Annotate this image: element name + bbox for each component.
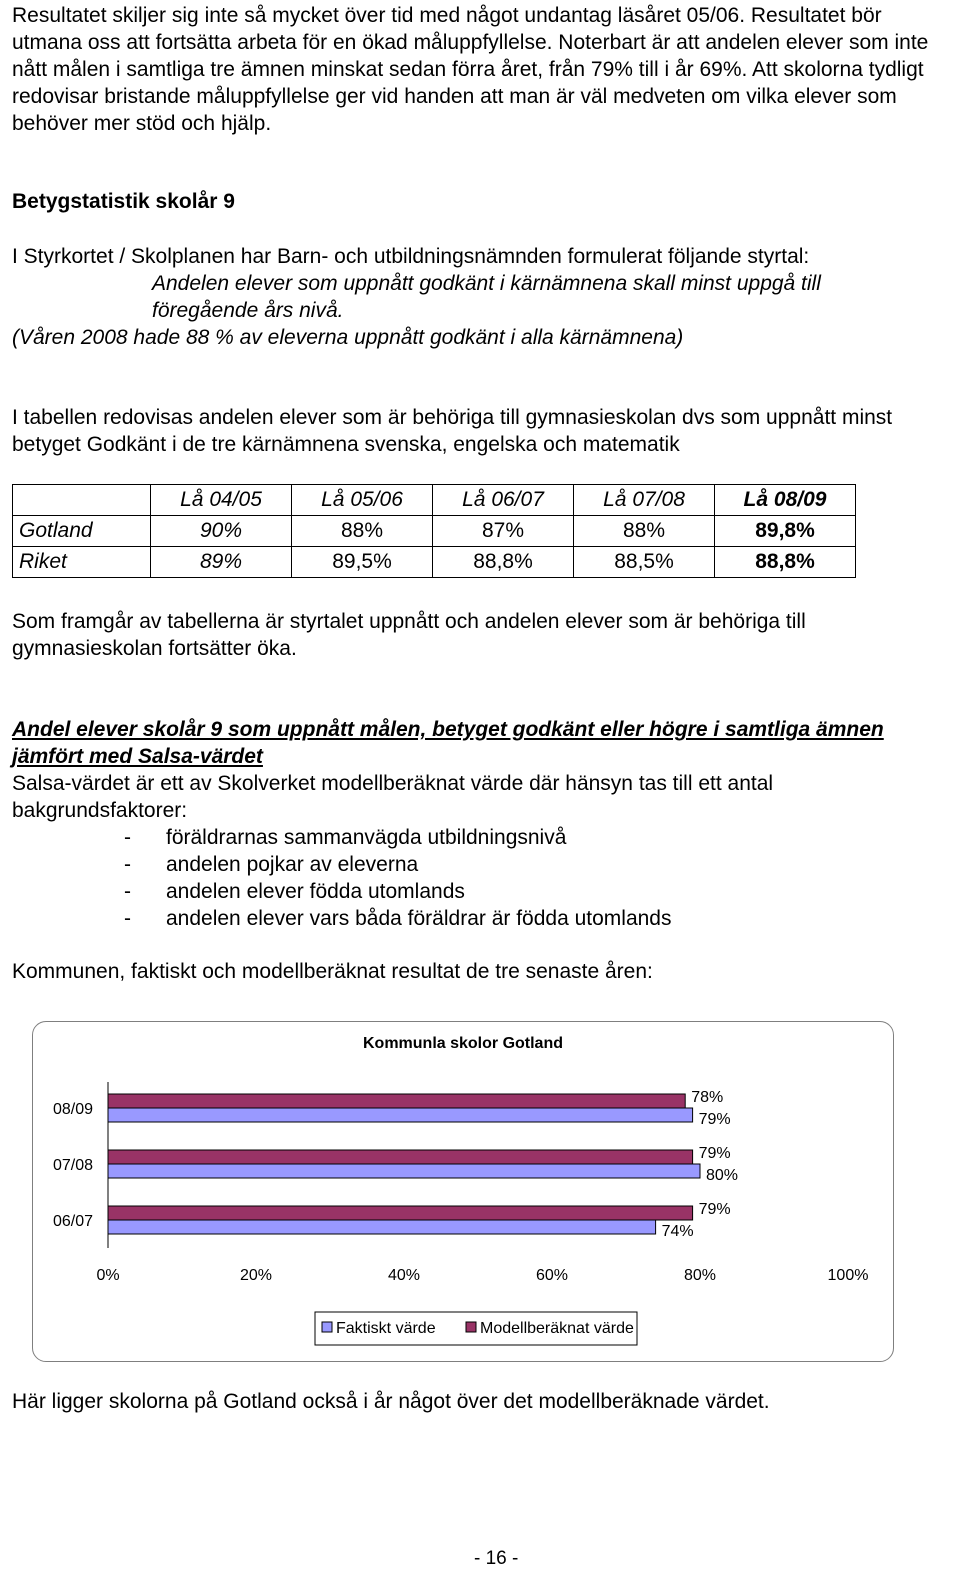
goal-intro-text: I Styrkortet / Skolplanen har Barn- och utbildningsnämnden formulerat följande styrtal:	[12, 245, 810, 268]
data-label: 74%	[661, 1223, 694, 1240]
table-header-cell: Lå 06/07	[433, 485, 574, 516]
page-number: - 16 -	[474, 1548, 519, 1569]
legend-swatch	[322, 1322, 332, 1332]
list-item-text: föräldrarnas sammanvägda utbildningsnivå	[166, 826, 567, 849]
intro-paragraph: Resultatet skiljer sig inte så mycket över tid med något undantag läsåret 05/06. Resultatet bör utmana oss att fortsätta arbeta för en ökad måluppfyllelse. Noterbart är att andelen elever som inte nått målen i samtliga tre ämnen minskat sedan förra året, från 79% till i år 69%. Att skolorna tydligt redovisar bristande måluppfyllelse ger vid handen att man är väl medveten om vilka elever som behöver mer stöd och hjälp.	[12, 4, 929, 135]
x-tick-label: 60%	[535, 1267, 569, 1284]
table-cell: 89%	[151, 547, 292, 578]
category-label: 08/09	[52, 1101, 94, 1118]
row-label-gotland: Gotland	[13, 516, 151, 547]
x-tick-label: 100%	[827, 1267, 869, 1284]
final-paragraph: Här ligger skolorna på Gotland också i år något över det modellberäknade värdet.	[12, 1390, 770, 1413]
data-label: 79%	[698, 1111, 731, 1128]
data-label: 79%	[698, 1145, 731, 1162]
table-cell: 90%	[151, 516, 292, 547]
list-item	[12, 824, 671, 851]
legend-label: Modellberäknat värde	[480, 1320, 634, 1337]
legend-swatch	[466, 1322, 476, 1332]
background-factors-list	[12, 824, 671, 932]
table-header-cell: Lå 08/09	[715, 485, 856, 516]
bar	[108, 1150, 693, 1164]
bar	[108, 1220, 656, 1234]
chart-title: Kommunla skolor Gotland	[362, 1035, 564, 1052]
list-dash: -	[124, 880, 131, 903]
bar-chart-frame	[32, 1021, 894, 1362]
data-label: 79%	[698, 1201, 731, 1218]
goal-note: (Våren 2008 hade 88 % av eleverna uppnått godkänt i alla kärnämnena)	[12, 326, 684, 349]
table-cell: 87%	[433, 516, 574, 547]
bar	[108, 1206, 693, 1220]
list-dash: -	[124, 853, 131, 876]
bar	[108, 1108, 693, 1122]
table-cell: 89,8%	[715, 516, 856, 547]
data-label: 80%	[706, 1167, 739, 1184]
table-cell: 88,8%	[715, 547, 856, 578]
list-item	[12, 905, 671, 932]
row-label-riket: Riket	[13, 547, 151, 578]
table-header-cell: Lå 05/06	[292, 485, 433, 516]
x-tick-label: 40%	[387, 1267, 421, 1284]
x-tick-label: 80%	[683, 1267, 717, 1284]
conclusion-paragraph: Som framgår av tabellerna är styrtalet uppnått och andelen elever som är behöriga till gymnasieskolan fortsätter öka.	[12, 610, 806, 660]
bar-chart	[33, 1022, 893, 1361]
list-item	[12, 878, 671, 905]
table-header-cell: Lå 07/08	[574, 485, 715, 516]
list-dash: -	[124, 907, 131, 930]
section-heading-betygstatistik: Betygstatistik skolår 9	[12, 190, 235, 213]
bar	[108, 1164, 700, 1178]
table-intro-text: I tabellen redovisas andelen elever som är behöriga till gymnasieskolan dvs som uppnått minst betyget Godkänt i de tre kärnämnena svenska, engelska och matematik	[12, 406, 893, 456]
table-cell: 88%	[574, 516, 715, 547]
data-label: 78%	[691, 1089, 724, 1106]
bar	[108, 1094, 685, 1108]
grade-statistics-table	[12, 484, 856, 578]
goal-quote: Andelen elever som uppnått godkänt i kärnämnena skall minst uppgå till föregående års nivå.	[152, 272, 821, 322]
legend-label: Faktiskt värde	[336, 1320, 436, 1337]
category-label: 06/07	[52, 1213, 94, 1230]
table-cell: 88,5%	[574, 547, 715, 578]
list-item-text: andelen pojkar av eleverna	[166, 853, 419, 876]
table-cell: 88,8%	[433, 547, 574, 578]
x-tick-label: 0%	[96, 1267, 120, 1284]
list-item	[12, 851, 671, 878]
table-row	[13, 547, 856, 578]
section-heading-salsa: Andel elever skolår 9 som uppnått målen, betyget godkänt eller högre i samtliga ämnen jämfört med Salsa-värdet	[12, 718, 884, 768]
category-label: 07/08	[52, 1157, 94, 1174]
table-header-row	[13, 485, 856, 516]
list-item-text: andelen elever födda utomlands	[166, 880, 465, 903]
list-dash: -	[124, 826, 131, 849]
x-tick-label: 20%	[239, 1267, 273, 1284]
table-row	[13, 516, 856, 547]
table-cell: 89,5%	[292, 547, 433, 578]
table-header-cell: Lå 04/05	[151, 485, 292, 516]
table-header-cell	[13, 485, 151, 516]
salsa-description: Salsa-värdet är ett av Skolverket modellberäknat värde där hänsyn tas till ett antal bakgrundsfaktorer:	[12, 772, 774, 822]
table-cell: 88%	[292, 516, 433, 547]
commune-intro-text: Kommunen, faktiskt och modellberäknat resultat de tre senaste åren:	[12, 960, 653, 983]
list-item-text: andelen elever vars båda föräldrar är födda utomlands	[166, 907, 672, 930]
